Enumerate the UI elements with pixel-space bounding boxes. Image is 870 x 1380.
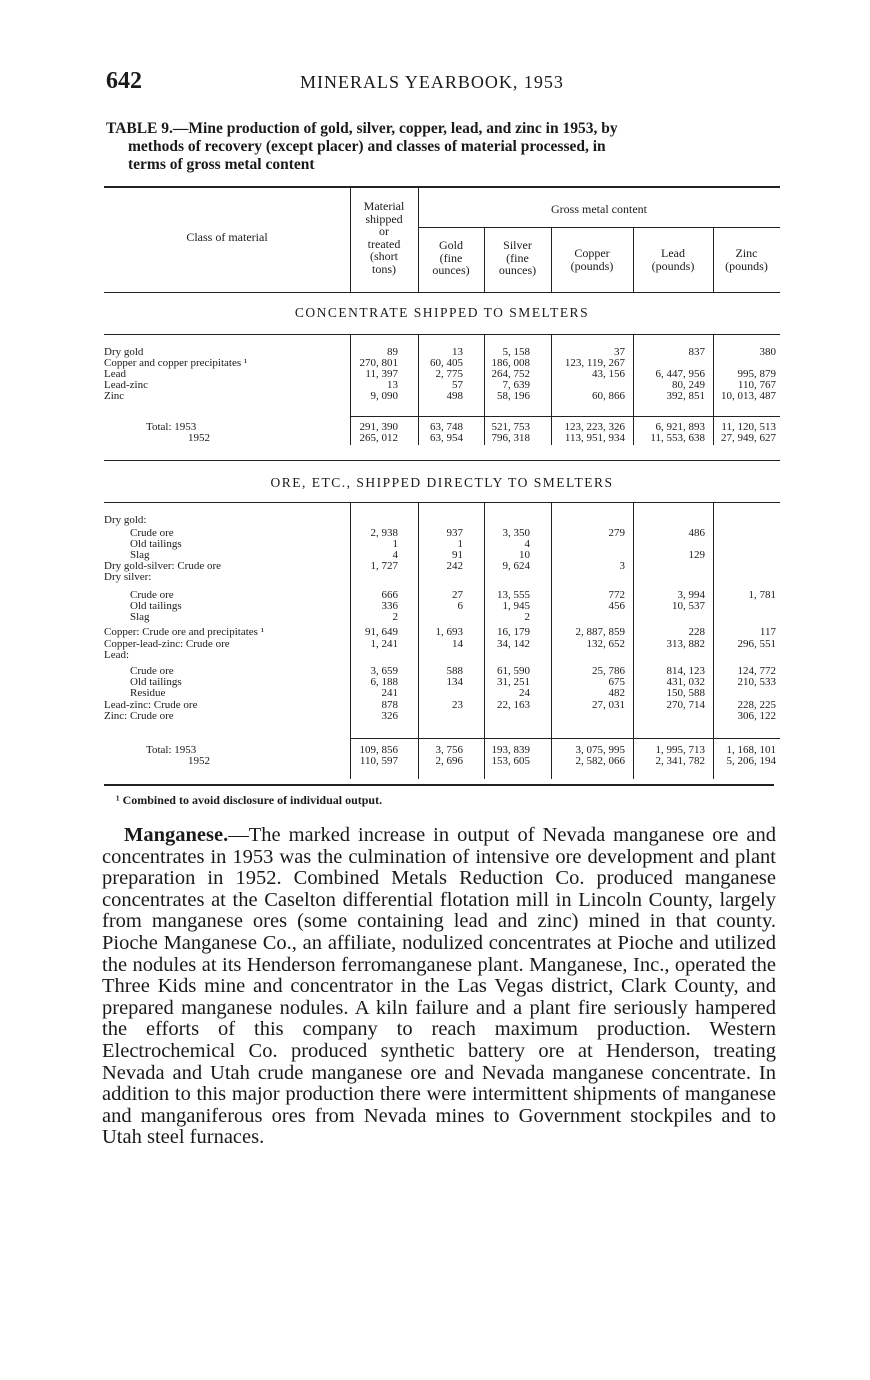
paragraph-lead: Manganese. [124,824,229,846]
row-value: 91 [452,549,463,561]
row-value: 1, 945 [502,600,530,612]
row-value: 1, 995, 713 [655,744,705,756]
row-value: 2, 887, 859 [575,626,625,638]
row-value: 6, 921, 893 [655,421,705,433]
row-value: 5, 158 [502,346,530,358]
hdr-line: (short [370,249,398,263]
row-label: Dry gold [104,346,144,358]
row-value: 110, 767 [737,379,776,391]
col-header-gold [418,239,484,277]
row-label: Residue [130,687,166,699]
row-value: 9, 090 [370,390,398,402]
row-value: 123, 223, 326 [564,421,625,433]
row-value: 193, 839 [491,744,530,756]
row-value: 837 [688,346,705,358]
row-value: 1 [392,538,398,550]
row-value: 380 [759,346,776,358]
col-header-class: Class of material [186,230,268,244]
body-vline [418,335,419,445]
row-value: 58, 196 [497,390,530,402]
row-value: 814, 123 [666,665,705,677]
row-value: 27 [452,589,463,601]
row-value: 129 [688,549,705,561]
col-header-silver [484,239,551,277]
row-value: 3, 075, 995 [575,744,625,756]
row-label: Dry gold-silver: Crude ore [104,560,221,572]
row-value: 326 [381,710,398,722]
row-value: 2 [392,611,398,623]
row-value: 10, 537 [672,600,705,612]
row-value: 31, 251 [497,676,530,688]
table-footnote: ¹ Combined to avoid disclosure of individual output. [116,793,383,807]
table-row [104,639,780,650]
row-value: 3, 350 [502,527,530,539]
row-value: 7, 639 [502,379,530,391]
hdr-line: or [379,224,389,238]
row-label: Copper-lead-zinc: Crude ore [104,638,230,650]
table-caption [106,120,786,174]
row-value: 13 [387,379,398,391]
body-vline [484,335,485,445]
row-value: 588 [446,665,463,677]
hdr-line: (pounds) [570,258,614,273]
row-value: 265, 012 [359,432,398,444]
row-value: 228, 225 [737,699,776,711]
body-vline [551,335,552,445]
row-value: 34, 142 [497,638,530,650]
body-vline [633,335,634,445]
row-value: 796, 318 [491,432,530,444]
row-value: 11, 397 [365,368,398,380]
row-value: 63, 748 [430,421,463,433]
row-value: 456 [608,600,625,612]
row-value: 91, 649 [365,626,398,638]
hdr-line: Gold [439,238,463,252]
col-header-zinc [713,247,780,272]
row-value: 5, 206, 194 [726,755,776,767]
row-value: 228 [688,626,705,638]
row-value: 60, 866 [592,390,625,402]
table-row [104,601,780,612]
row-value: 431, 032 [666,676,705,688]
row-value: 1, 241 [370,638,398,650]
section-rule [104,460,780,461]
row-value: 61, 590 [497,665,530,677]
row-value: 675 [608,676,625,688]
row-value: 80, 249 [672,379,705,391]
table-row [104,688,780,699]
row-value: 25, 786 [592,665,625,677]
row-value: 113, 951, 934 [564,432,625,444]
row-value: 291, 390 [359,421,398,433]
row-label: Old tailings [130,676,182,688]
body-vline [350,335,351,445]
row-value: 1 [457,538,463,550]
section-title: ORE, ETC., SHIPPED DIRECTLY TO SMELTERS [270,475,614,490]
table-row [104,572,780,583]
row-value: 27, 949, 627 [721,432,776,444]
row-value: 313, 882 [666,638,705,650]
hdr-line: Lead [661,246,685,260]
row-value: 89 [387,346,398,358]
row-value: 134 [446,676,463,688]
row-value: 521, 753 [491,421,530,433]
row-value: 10, 013, 487 [721,390,776,402]
row-label: Copper: Crude ore and precipitates ¹ [104,626,264,638]
table-row [104,700,780,711]
row-label: Crude ore [130,589,174,601]
row-value: 4 [392,549,398,561]
row-label: Old tailings [130,538,182,550]
row-value: 336 [381,600,398,612]
running-title: MINERALS YEARBOOK, 1953 [300,72,564,92]
row-label: Lead-zinc: Crude ore [104,699,198,711]
hdr-line: Copper [574,246,610,260]
row-value: 22, 163 [497,699,530,711]
row-value: 242 [446,560,463,572]
row-value: 3, 994 [677,589,705,601]
hdr-line: Material [363,199,405,213]
row-value: 1, 781 [748,589,776,601]
header-bottom-rule [104,292,780,293]
hdr-line: (fine [439,250,463,265]
row-label: Crude ore [130,527,174,539]
row-value: 2, 696 [435,755,463,767]
row-value: 11, 553, 638 [650,432,705,444]
row-value: 9, 624 [502,560,530,572]
row-value: 3, 659 [370,665,398,677]
row-value: 878 [381,699,398,711]
row-value: 210, 533 [737,676,776,688]
hdr-line: Zinc [735,246,758,260]
row-value: 24 [519,687,530,699]
row-value: 27, 031 [592,699,625,711]
row-value: 296, 551 [737,638,776,650]
row-value: 63, 954 [430,432,463,444]
section-title: CONCENTRATE SHIPPED TO SMELTERS [294,305,590,320]
row-value: 109, 856 [359,744,398,756]
row-value: 264, 752 [491,368,530,380]
row-value: 279 [608,527,625,539]
row-label: 1952 [188,432,210,444]
row-value: 482 [608,687,625,699]
row-value: 132, 652 [586,638,625,650]
row-value: 186, 008 [491,357,530,369]
row-value: 772 [608,589,625,601]
row-value: 110, 597 [359,755,398,767]
body-vline [713,335,714,445]
table-row [104,539,780,550]
row-label: Old tailings [130,600,182,612]
row-value: 2 [524,611,530,623]
row-label: Lead-zinc [104,379,148,391]
row-value: 150, 588 [666,687,705,699]
hdr-line: ounces) [432,263,470,277]
row-value: 2, 775 [435,368,463,380]
hdr-line: Silver [503,238,532,252]
row-value: 60, 405 [430,357,463,369]
row-label: Total: 1953 [146,421,197,433]
page-number: 642 [106,68,142,94]
col-header-copper [551,247,633,272]
row-value: 124, 772 [737,665,776,677]
row-label: Copper and copper precipitates ¹ [104,357,248,369]
table-row [104,627,780,638]
row-value: 13, 555 [497,589,530,601]
row-value: 241 [381,687,398,699]
row-label: Zinc [104,390,125,402]
row-value: 37 [614,346,625,358]
row-label: Slag [130,611,150,623]
table-row [104,528,780,539]
row-value: 3, 756 [435,744,463,756]
table-row [104,650,780,661]
row-value: 117 [759,626,776,638]
row-value: 10 [519,549,530,561]
table-row [104,612,780,623]
row-value: 3 [619,560,625,572]
row-label: Lead [104,368,126,380]
caption-line-3: terms of gross metal content [128,156,315,173]
hdr-line: tons) [372,261,396,276]
row-value: 153, 605 [491,755,530,767]
table-row [104,711,780,722]
hdr-line: (pounds) [651,258,695,273]
row-label: Lead: [104,649,130,661]
table-bottom-rule [104,784,774,786]
row-value: 2, 582, 066 [575,755,625,767]
row-value: 392, 851 [666,390,705,402]
row-value: 498 [446,390,463,402]
row-label: Dry gold: [104,514,147,526]
table-row [104,756,780,767]
total-rule [350,738,780,739]
row-value: 486 [688,527,705,539]
row-value: 23 [452,699,463,711]
row-value: 1, 168, 101 [726,744,776,756]
row-value: 1, 693 [435,626,463,638]
row-value: 123, 119, 267 [564,357,625,369]
row-value: 4 [524,538,530,550]
hdr-line: shipped [365,211,403,226]
row-label: Total: 1953 [146,744,197,756]
row-label: Dry silver: [104,571,152,583]
total-rule [350,416,780,417]
row-value: 937 [446,527,463,539]
col-header-gross: Gross metal content [551,202,647,216]
hdr-line: (fine [506,250,529,265]
row-value: 2, 938 [370,527,398,539]
table-row [104,433,780,444]
table-row [104,515,780,526]
gross-metal-rule [418,227,780,228]
col-header-material [350,200,418,275]
paragraph-text: —The marked increase in output of Nevada manganese ore and concentrates in 1953 was the culmination of intensive ore development and plant preparation in 1952. Combined Metals Reduction Co. produced manganese concentrates at the Caselton differential flotation mill in Lincoln County, largely from manganese ores (some containing lead and zinc) mined in that county. Pioche Manganese Co., an affiliate, nodulized concentrates at Pioche and utilized the nodules at its Henderson ferromanganese plant. Manganese, Inc., operated the Three Kids mine and concentrator in the Las Vegas district, Clark County, and prepared manganese nodules. A kiln failure and a plant fire seriously hampered the efforts of this company to reach maximum production. Western Electrochemical Co. produced synthetic battery ore at Henderson, treating Nevada and Utah crude manganese ore and Nevada manganese concentrate. In addition to this major production there were intermittent shipments of manganese and manganiferous ores from Nevada mines to Government stockpiles and to Utah steel furnaces. [102,824,776,1149]
row-value: 6, 188 [370,676,398,688]
table-top-rule [104,186,780,188]
hdr-line: treated [367,236,401,251]
row-value: 6, 447, 956 [655,368,705,380]
hdr-line: (pounds) [725,258,768,273]
col-header-lead [633,247,713,272]
row-value: 270, 801 [359,357,398,369]
row-value: 14 [452,638,463,650]
table-row [104,391,780,402]
row-value: 6 [457,600,463,612]
table-row [104,561,780,572]
section-rule [104,502,780,503]
row-value: 2, 341, 782 [655,755,705,767]
row-value: 43, 156 [592,368,625,380]
row-value: 57 [452,379,463,391]
hdr-line: ounces) [498,263,537,277]
row-value: 1, 727 [370,560,398,572]
row-label: Crude ore [130,665,174,677]
row-value: 16, 179 [497,626,530,638]
row-value: 11, 120, 513 [721,421,776,433]
row-value: 995, 879 [737,368,776,380]
section-rule [104,334,780,335]
row-value: 306, 122 [737,710,776,722]
row-value: 13 [452,346,463,358]
caption-line-2: methods of recovery (except placer) and classes of material processed, in [128,138,606,155]
row-value: 270, 714 [666,699,705,711]
row-label: 1952 [188,755,210,767]
row-value: 666 [381,589,398,601]
row-label: Zinc: Crude ore [104,710,174,722]
caption-line-1: TABLE 9.—Mine production of gold, silver, copper, lead, and zinc in 1953, by [106,120,618,137]
row-label: Slag [130,549,150,561]
manganese-paragraph [102,825,776,1149]
